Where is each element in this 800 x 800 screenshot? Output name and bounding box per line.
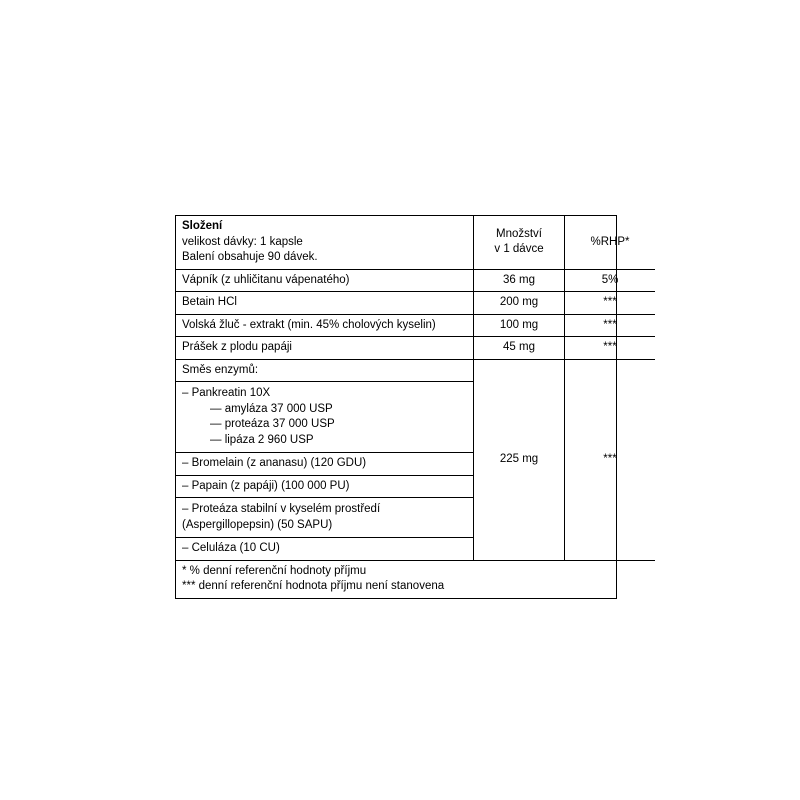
ingredient-amount: 45 mg: [474, 337, 565, 360]
enzyme-item-sub: — proteáza 37 000 USP: [210, 418, 335, 431]
ingredient-rhp: 5%: [565, 269, 656, 292]
ingredient-amount: 200 mg: [474, 292, 565, 315]
enzyme-item-main: – Pankreatin 10X: [182, 387, 271, 400]
footnote-rhp: * % denní referenční hodnoty příjmu: [182, 564, 367, 577]
enzyme-item-sub: — amyláza 37 000 USP: [210, 402, 333, 415]
ingredient-name: Volská žluč - extrakt (min. 45% cholových kyselin): [176, 314, 474, 337]
enzyme-item-main: – Proteáza stabilní v kyselém prostředí: [182, 503, 381, 516]
table-row: [176, 314, 655, 337]
enzyme-item-bromelain: – Bromelain (z ananasu) (120 GDU): [176, 453, 473, 476]
table-row: [176, 269, 655, 292]
table-header-row: [176, 216, 655, 269]
servings-per-container-text: Balení obsahuje 90 dávek.: [182, 251, 318, 264]
enzyme-item-celulaza: – Celuláza (10 CU): [182, 542, 280, 555]
footnotes-row: [176, 560, 655, 598]
header-amount-cell: [474, 216, 565, 269]
header-rhp-cell: %RHP*: [565, 216, 656, 269]
ingredient-name: Vápník (z uhličitanu vápenatého): [176, 269, 474, 292]
enzyme-blend-rhp: ***: [565, 359, 656, 560]
enzyme-item-sub: — lipáza 2 960 USP: [210, 433, 314, 446]
supplement-facts-table: [176, 216, 655, 598]
header-composition-cell: [176, 216, 474, 269]
enzyme-blend-label: Směs enzymů:: [176, 359, 474, 382]
ingredient-amount: 36 mg: [474, 269, 565, 292]
table-row: [176, 292, 655, 315]
footnote-not-established: *** denní referenční hodnota příjmu není stanovena: [182, 580, 445, 593]
ingredient-amount: 100 mg: [474, 314, 565, 337]
ingredient-rhp: ***: [565, 314, 656, 337]
enzyme-item-proteaza: [176, 498, 473, 538]
footnotes-cell: [176, 560, 655, 598]
enzyme-blend-label-row: [176, 359, 655, 382]
ingredient-rhp: ***: [565, 292, 656, 315]
enzyme-item-papain: – Papain (z papáji) (100 000 PU): [176, 476, 473, 499]
table-row: [176, 337, 655, 360]
enzyme-items-container: [176, 382, 474, 561]
ingredient-name: Prášek z plodu papáji: [176, 337, 474, 360]
serving-size-text: velikost dávky: 1 kapsle: [182, 235, 303, 248]
ingredient-name: Betain HCl: [176, 292, 474, 315]
enzyme-item-sub: (Aspergillopepsin) (50 SAPU): [182, 518, 333, 531]
header-amount-line1: Množství: [495, 227, 542, 240]
ingredient-rhp: ***: [565, 337, 656, 360]
enzyme-blend-amount: 225 mg: [474, 359, 565, 560]
panel-title: Složení: [182, 220, 223, 232]
supplement-facts-panel: [175, 215, 630, 599]
enzyme-item-pankreatin: [176, 382, 473, 453]
header-amount-line2: v 1 dávce: [494, 243, 544, 256]
